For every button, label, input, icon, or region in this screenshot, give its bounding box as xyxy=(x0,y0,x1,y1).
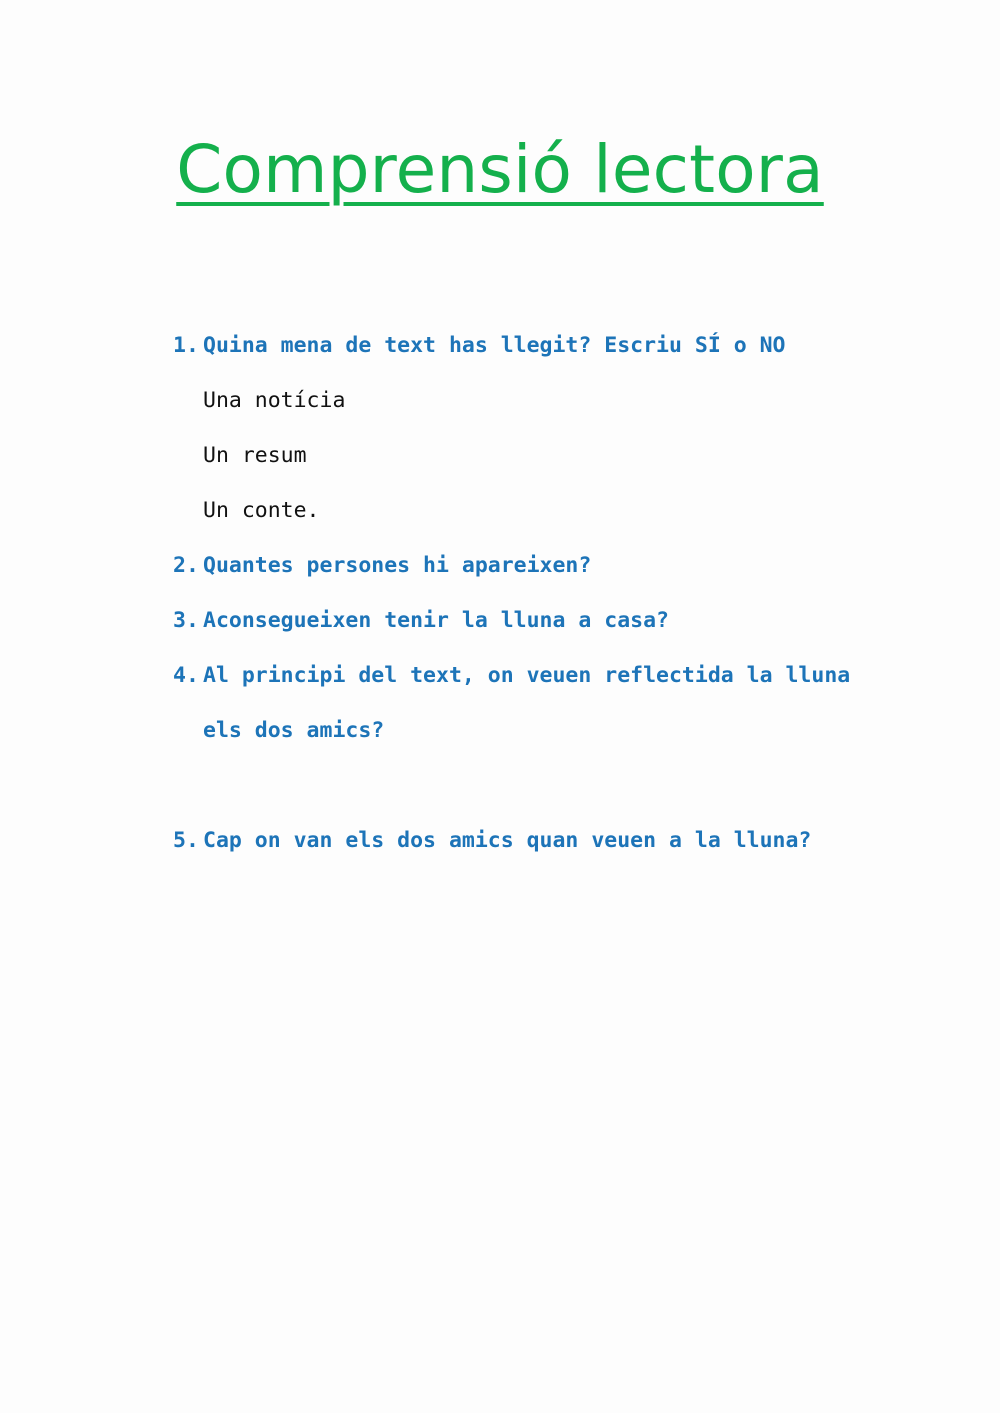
page-title xyxy=(0,128,1000,212)
question-number: 5. xyxy=(173,828,199,853)
question-2 xyxy=(173,551,591,581)
question-number: 2. xyxy=(173,553,199,578)
question-3 xyxy=(173,606,669,636)
question-4-continuation: els dos amics? xyxy=(203,718,385,743)
answer-option-1: Una notícia xyxy=(203,388,346,413)
question-1 xyxy=(173,331,785,361)
question-number: 3. xyxy=(173,608,199,633)
page-title-text: Comprensió lectora xyxy=(176,131,824,208)
question-text: Quina mena de text has llegit? Escriu SÍ o NO xyxy=(203,333,786,358)
question-5 xyxy=(173,826,811,856)
question-number: 4. xyxy=(173,663,199,688)
answer-option-2: Un resum xyxy=(203,443,307,468)
question-text: Quantes persones hi apareixen? xyxy=(203,553,592,578)
question-text: Cap on van els dos amics quan veuen a la lluna? xyxy=(203,828,812,853)
question-4 xyxy=(173,661,850,691)
answer-option-3: Un conte. xyxy=(203,498,320,523)
question-text: Aconsegueixen tenir la lluna a casa? xyxy=(203,608,669,633)
question-text: Al principi del text, on veuen reflectida la lluna xyxy=(203,663,851,688)
question-number: 1. xyxy=(173,333,199,358)
